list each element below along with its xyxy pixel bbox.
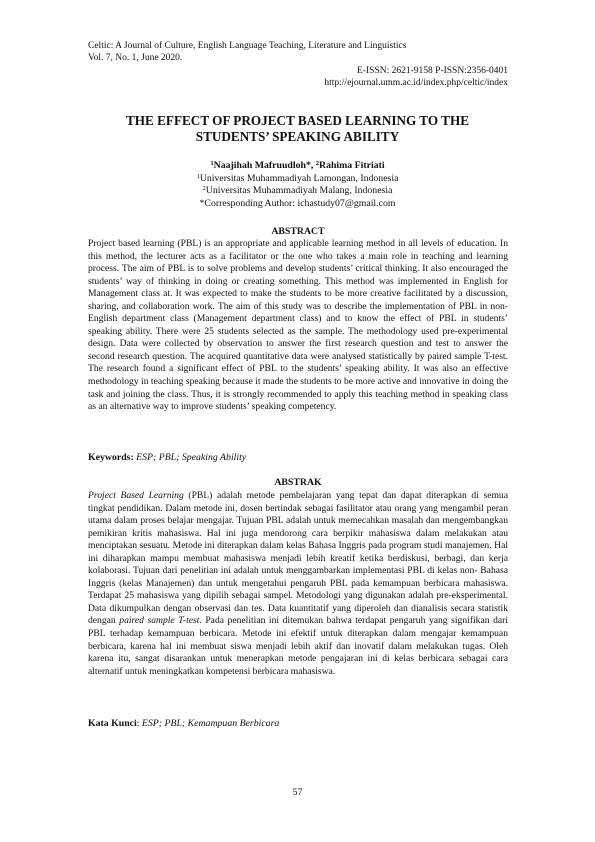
abstract-text: Project based learning (PBL) is an appropriate and applicable learning method in all levels of education. In this method, the lecturer acts as a facilitator or the one who takes a main role in teaching and learning process. The aim of PBL is to solve problems and develop students’ critical thinking. It also encouraged the students’ way of thinking in doing or creating something. This method was implemented in English for Management class at. It was expected to make the students to be more creative facilitated by a discussion, sharing, and collaboration work. The aim of this study was to describe the implementation of PBL in non-English department class (Management department class) and to know the effect of PBL in students’ speaking ability. There were 25 students selected as the sample. The methodology used pre-experimental design. Data were collected by observation to answer the first research question and test to answer the second research question. The acquired quantitative data were analysed statistically by paired sample T-test. The research found a significant effect of PBL to the students’ speaking ability. It was also an effective methodology in teaching speaking because it made the students to be more active and innovative in doing the task and joining the class. Thus, it is strongly recommended to apply this teaching method in speaking class as an alternative way to improve students’ speaking competency.: [88, 238, 508, 413]
affiliation-2: [60, 185, 535, 198]
affil1-sup: 1: [196, 172, 200, 180]
journal-name: Celtic:: [88, 41, 114, 51]
abstrak-body-2: . Pada penelitian ini ditemukan bahwa terdapat pengaruh yang signifikan dari PBL terhadap kemampuan berbicara. Metode ini efektif untuk diterapkan dalam mengajar kemampuan berbicara, karena hal ini membuat siswa menjadi lebih aktif dan inovatif dalam melakukan tugas. Oleh karena itu, sangat disarankan untuk menerapkan metode pengajaran ini di kelas berbicara sebagai cara alternatif untuk meningkatkan kompetensi berbicara mahasiswa.: [88, 615, 508, 677]
kata-kunci-label: Kata Kunci: [88, 718, 137, 729]
title-line-2: STUDENTS’ SPEAKING ABILITY: [195, 129, 400, 144]
abstrak-italic-1: Project Based Learning: [88, 490, 184, 501]
volume-info: Vol. 7, No. 1, June 2020.: [88, 53, 183, 63]
issn-info: E-ISSN: 2621-9158 P-ISSN:2356-0401: [357, 66, 508, 76]
paper-title: [60, 113, 535, 145]
abstrak-text: [88, 490, 508, 678]
abstrak-heading: ABSTRAK: [274, 477, 322, 488]
keywords-values: ESP; PBL; Speaking Ability: [133, 452, 247, 463]
author1-sup: 1: [210, 160, 214, 167]
affil1-text: Universitas Muhammadiyah Lamongan, Indonesia: [199, 172, 399, 184]
author-1: Naajihah Mafruudloh*,: [213, 160, 316, 171]
affil2-sup: 2: [202, 185, 206, 192]
kata-kunci-values: ESP; PBL; Kemampuan Berbicara: [141, 718, 280, 729]
corresponding-author: *Corresponding Author: ichastudy07@gmail.com: [199, 197, 396, 209]
keywords: [88, 452, 508, 464]
author-names: [60, 160, 535, 173]
affil2-text: Universitas Muhammadiyah Malang, Indonesia: [205, 185, 393, 196]
affiliation-1: [60, 173, 535, 186]
kata-kunci: [88, 718, 508, 730]
journal-header-line: [88, 40, 406, 52]
kata-kunci-sep: :: [136, 718, 142, 729]
author2-sup: 2: [315, 160, 319, 167]
journal-url[interactable]: http://ejournal.umm.ac.id/index.php/celtic/index: [324, 78, 508, 88]
page-number: 57: [292, 787, 303, 798]
author-2: Rahima Fitriati: [319, 160, 385, 171]
author-block: [60, 160, 535, 210]
abstrak-body-1: (PBL) adalah metode pembelajaran yang tepat dan dapat diterapkan di semua tingkat pendidikan. Dalam metode ini, dosen bertindak sebagai fasilitator atau orang yang mengambil peran utama dalam proses belajar mengajar. Tujuan PBL adalah untuk memecahkan masalah dan mengembangkan pemikiran kritis mahasiswa. Hal ini juga mendorong cara berpikir mahasiswa dalam melakukan atau menciptakan sesuatu. Metode ini diterapkan dalam kelas Bahasa Inggris pada program studi manajemen. Hal ini diharapkan mampu membuat mahasiswa menjadi lebih kreatif ketika berdiskusi, berbagi, dan kerja kolaborasi. Tujuan dari penelitian ini adalah untuk menggambarkan implementasi PBL di kelas non- Bahasa Inggris (kelas Manajemen) dan untuk mengetahui pengaruh PBL pada kemampuan berbicara mahasiswa. Terdapat 25 mahasiswa yang dipilih sebagai sampel. Metodologi yang digunakan adalah pre-eksperimental. Data dikumpulkan dengan observasi dan tes. Data kuantitatif yang diperoleh dan dianalisis secara statistik dengan: [88, 490, 508, 627]
journal-subtitle: A Journal of Culture, English Language Teaching, Literature and Linguistics: [113, 41, 407, 51]
abstrak-italic-2: paired sample T-test: [119, 615, 200, 627]
abstract-heading: ABSTRACT: [271, 226, 325, 237]
keywords-label: Keywords:: [88, 452, 134, 463]
title-line-1: THE EFFECT OF PROJECT BASED LEARNING TO THE: [125, 113, 470, 128]
